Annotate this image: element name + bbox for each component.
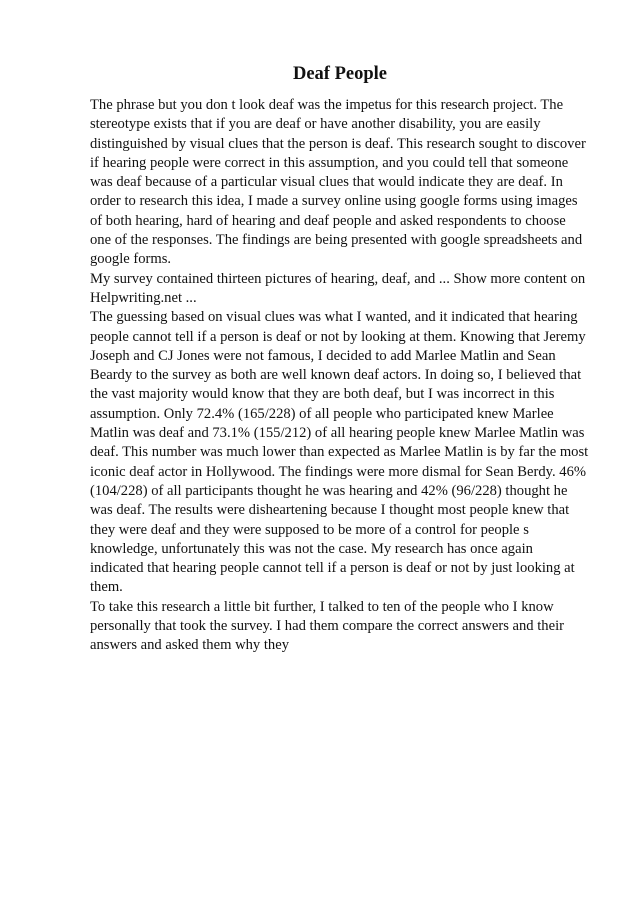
paragraph-intro: The phrase but you don t look deaf was the impetus for this research project. The stereotype exists that if you are deaf or have another disability, you are easily distinguished by visual clues that the person is deaf. This research sought to discover if hearing people were correct in this assumption, and you could tell that someone was deaf because of a particular visual clues that would indicate they are deaf. In order to research this idea, I made a survey online using google forms using images of both hearing, hard of hearing and deaf people and asked respondents to choose one of the responses. The findings are being presented with google spreadsheets and google forms. <box>90 97 586 268</box>
document-title: Deaf People <box>292 64 387 84</box>
paragraph-follow-up: To take this research a little bit further, I talked to ten of the people who I know personally that took the survey. I had them compare the correct answers and their answers and asked them why they <box>90 598 564 654</box>
document-body <box>90 96 590 656</box>
paragraph-findings: The guessing based on visual clues was what I wanted, and it indicated that hearing people cannot tell if a person is deaf or not by looking at them. Knowing that Jeremy Joseph and CJ Jones were not famous, I decided to add Marlee Matlin and Sean Beardy to the survey as both are well known deaf actors. In doing so, I believed that the vast majority would know that they are both deaf, but I was incorrect in this assumption. Only 72.4% (165/228) of all people who participated knew Marlee Matlin was deaf and 73.1% (155/212) of all hearing people knew Marlee Matlin was deaf. This number was much lower than expected as Marlee Matlin is by far the most iconic deaf actor in Hollywood. The findings were more dismal for Sean Berdy. 46% (104/228) of all participants thought he was hearing and 42% (96/228) thought he was deaf. The results were disheartening because I thought most people knew that they were deaf and they were supposed to be more of a control for people s knowledge, unfortunately this was not the case. My research has once again indicated that hearing people cannot tell if a person is deaf or not by just looking at them. <box>90 309 589 596</box>
paragraph-survey-content: My survey contained thirteen pictures of hearing, deaf, and ... Show more content on Helpwriting.net ... <box>90 270 586 306</box>
